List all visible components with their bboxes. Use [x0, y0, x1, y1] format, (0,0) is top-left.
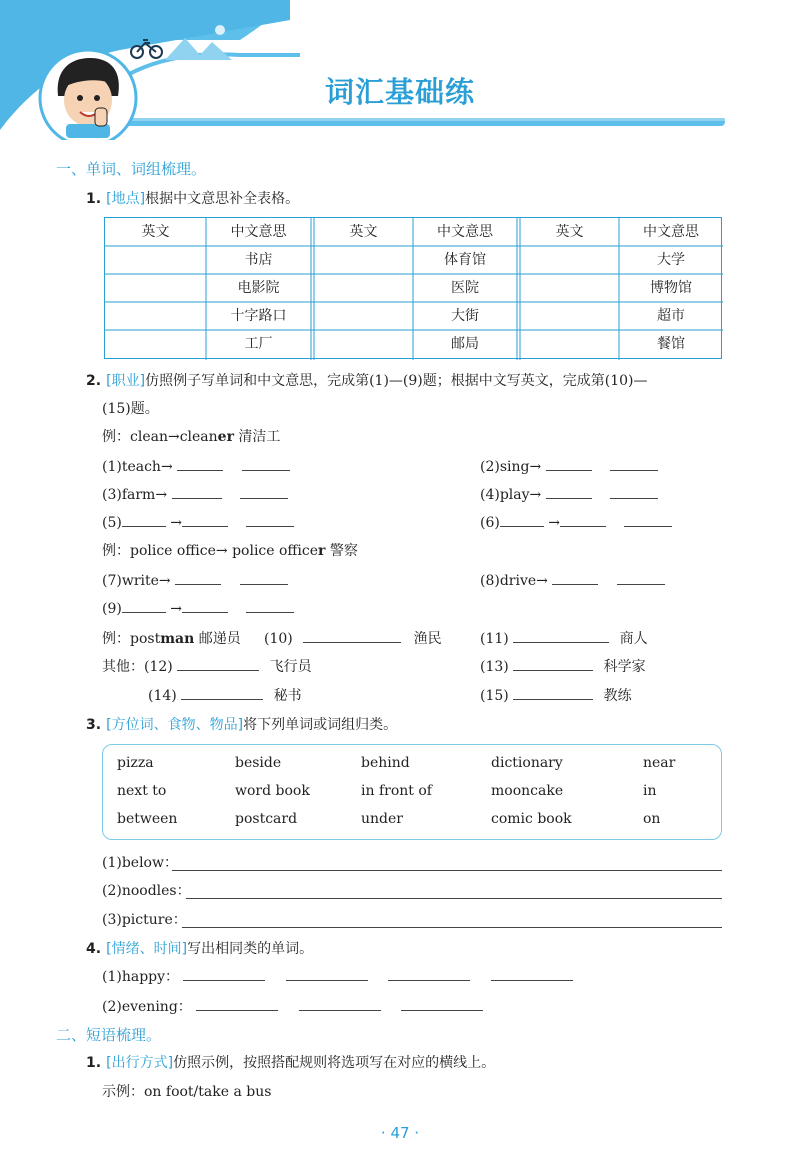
item-meaning: 飞行员 [269, 659, 312, 675]
answer-cell[interactable] [520, 330, 619, 358]
item-label: (9) [102, 601, 122, 617]
answer-blank[interactable] [242, 456, 290, 471]
table-header: 中文意思 [643, 224, 699, 240]
section-2-heading: 二、短语梳理。 [56, 1026, 162, 1044]
answer-blank[interactable] [546, 456, 592, 471]
answer-blank[interactable] [183, 966, 265, 981]
answer-blank[interactable] [182, 512, 228, 527]
answer-blank[interactable] [513, 656, 593, 671]
category-1-label: (1)below： [102, 855, 178, 871]
item-label: (15) [480, 688, 509, 704]
question-instruction: 写出相同类的单词。 [187, 941, 314, 957]
arrow-text: → [170, 601, 183, 617]
item-label: (10) [264, 631, 293, 647]
answer-cell[interactable] [105, 274, 206, 302]
answer-blank[interactable] [610, 456, 658, 471]
item-label: (3)farm→ [102, 487, 168, 503]
item-meaning: 教练 [603, 688, 632, 704]
table-cell: 十字路口 [230, 308, 287, 324]
word-bank-word: next to [117, 783, 167, 799]
question-1 [86, 188, 299, 208]
answer-line[interactable] [182, 927, 722, 928]
question-4 [86, 938, 313, 958]
answer-cell[interactable] [520, 274, 619, 302]
word-bank-word: dictionary [491, 755, 563, 771]
table-cell: 工厂 [244, 336, 273, 352]
word-bank-word: beside [235, 755, 282, 771]
example-text: 例：police office→ police office [102, 543, 318, 559]
table-header: 英文 [349, 224, 378, 240]
table-header: 英文 [555, 224, 584, 240]
item-label: (12) [144, 659, 173, 675]
answer-blank[interactable] [122, 598, 166, 613]
question-3 [86, 714, 397, 734]
answer-blank[interactable] [240, 484, 288, 499]
answer-blank[interactable] [513, 685, 593, 700]
answer-cell[interactable] [520, 246, 619, 274]
answer-cell[interactable] [105, 302, 206, 330]
table-cell: 大学 [657, 252, 685, 268]
table-cell: 电影院 [237, 280, 280, 296]
item-11 [480, 628, 648, 648]
item-label: (11) [480, 631, 509, 647]
answer-cell[interactable] [314, 274, 413, 302]
answer-blank[interactable] [617, 570, 665, 585]
table-header: 中文意思 [230, 224, 287, 240]
page-title: 词汇基础练 [324, 75, 475, 109]
question-tag: [出行方式] [106, 1055, 174, 1071]
table-header: 中文意思 [437, 224, 493, 240]
answer-blank[interactable] [624, 512, 672, 527]
item-meaning: 渔民 [413, 631, 442, 647]
item-label: (6) [480, 515, 500, 531]
example-3 [102, 628, 241, 648]
answer-blank[interactable] [552, 570, 598, 585]
item-label: (4)play→ [480, 487, 542, 503]
answer-cell[interactable] [314, 330, 413, 358]
answer-blank[interactable] [610, 484, 658, 499]
item-meaning: 商人 [619, 631, 648, 647]
table-cell: 书店 [244, 252, 273, 268]
item-10 [264, 628, 442, 648]
word-bank-word: word book [235, 783, 310, 799]
question-instruction: 仿照示例，按照搭配规则将选项写在对应的横线上。 [173, 1055, 496, 1071]
example-2 [102, 540, 358, 560]
item-label: (8)drive→ [480, 573, 548, 589]
answer-cell[interactable] [105, 246, 206, 274]
question-number: 1. [86, 191, 102, 207]
item-5 [102, 512, 294, 531]
example-bold: man [160, 631, 195, 647]
category-2-label: (2)noodles： [102, 883, 191, 899]
item-14 [148, 685, 302, 705]
answer-blank[interactable] [175, 570, 221, 585]
item-label: (13) [480, 659, 509, 675]
answer-blank[interactable] [246, 598, 294, 613]
item-4 [480, 484, 658, 503]
word-bank-word: postcard [235, 811, 298, 827]
question-instruction: 根据中文意思补全表格。 [145, 191, 300, 207]
question-2 [86, 370, 736, 390]
answer-blank[interactable] [286, 966, 368, 981]
question-tag: [方位词、食物、物品] [106, 717, 244, 733]
q4-item-1 [102, 966, 573, 986]
example-bold: r [317, 543, 326, 559]
table-cell: 超市 [657, 308, 685, 324]
answer-blank[interactable] [513, 628, 609, 643]
answer-blank[interactable] [299, 996, 381, 1011]
example-text: 例：post [102, 631, 161, 647]
example-1 [102, 426, 280, 446]
answer-blank[interactable] [500, 512, 544, 527]
answer-blank[interactable] [560, 512, 606, 527]
word-bank-word: between [117, 811, 178, 827]
section-2-question-1 [86, 1052, 495, 1072]
question-number: 4. [86, 941, 102, 957]
item-1 [102, 456, 290, 475]
table-cell: 体育馆 [444, 252, 486, 268]
item-8 [480, 570, 665, 589]
table-cell: 大街 [451, 308, 479, 324]
page-number: · 47 · [380, 1124, 420, 1142]
answer-blank[interactable] [401, 996, 483, 1011]
example-text: 清洁工 [233, 429, 281, 445]
question-instruction: 仿照例子写单词和中文意思，完成第(1)—(9)题；根据中文写英文，完成第(10)— [145, 373, 648, 389]
item-label: (1)happy： [102, 969, 180, 985]
example-phrase: 示例：on foot/take a bus [102, 1084, 272, 1100]
item-label: (14) [148, 688, 177, 704]
question-instruction: 将下列单词或词组归类。 [243, 717, 398, 733]
item-label: (7)write→ [102, 573, 171, 589]
item-9 [102, 598, 294, 617]
question-tag: [情绪、时间] [106, 941, 188, 957]
answer-cell[interactable] [314, 246, 413, 274]
answer-blank[interactable] [303, 628, 401, 643]
question-number: 2. [86, 373, 102, 389]
answer-blank[interactable] [240, 570, 288, 585]
item-7 [102, 570, 288, 589]
item-12 [102, 656, 312, 676]
item-13 [480, 656, 646, 676]
item-15 [480, 685, 632, 705]
answer-blank[interactable] [491, 966, 573, 981]
item-3 [102, 484, 288, 503]
item-label: (5) [102, 515, 122, 531]
item-meaning: 秘书 [273, 688, 302, 704]
answer-line[interactable] [172, 870, 722, 871]
table-cell: 博物馆 [650, 280, 692, 296]
item-meaning: 科学家 [603, 659, 646, 675]
table-header: 英文 [141, 224, 170, 240]
example-text: 警察 [325, 543, 358, 559]
word-bank [102, 744, 722, 840]
arrow-text: → [548, 515, 561, 531]
vocab-table [104, 217, 722, 359]
example-text: 邮递员 [194, 631, 241, 647]
item-2 [480, 456, 658, 475]
word-bank-word: in front of [361, 783, 432, 799]
answer-cell[interactable] [314, 302, 413, 330]
answer-blank[interactable] [196, 996, 278, 1011]
word-bank-word: pizza [117, 755, 154, 771]
word-bank-word: near [643, 755, 676, 771]
category-3-label: (3)picture： [102, 912, 187, 928]
question-instruction-cont: (15)题。 [102, 401, 159, 417]
example-text: 例：clean→clean [102, 429, 218, 445]
answer-blank[interactable] [182, 598, 228, 613]
answer-blank[interactable] [172, 484, 222, 499]
table-cell: 餐馆 [657, 336, 685, 352]
word-bank-word: in [643, 783, 657, 799]
answer-blank[interactable] [177, 456, 223, 471]
table-cell: 医院 [451, 280, 479, 296]
other-label: 其他： [102, 659, 144, 675]
section-1-heading: 一、单词、词组梳理。 [56, 160, 207, 178]
answer-blank[interactable] [546, 484, 592, 499]
item-6 [480, 512, 672, 531]
item-label: (1)teach→ [102, 459, 173, 475]
answer-cell[interactable] [520, 302, 619, 330]
answer-blank[interactable] [177, 656, 259, 671]
answer-cell[interactable] [105, 330, 206, 358]
word-bank-word: on [643, 811, 661, 827]
answer-blank[interactable] [388, 966, 470, 981]
item-label: (2)sing→ [480, 459, 542, 475]
word-bank-word: comic book [491, 811, 572, 827]
question-tag: [地点] [106, 191, 146, 207]
question-tag: [职业] [106, 373, 146, 389]
example-bold: er [217, 429, 234, 445]
answer-line[interactable] [186, 898, 722, 899]
item-label: (2)evening： [102, 999, 192, 1015]
table-cell: 邮局 [451, 336, 479, 352]
answer-blank[interactable] [181, 685, 263, 700]
arrow-text: → [170, 515, 183, 531]
word-bank-word: behind [361, 755, 410, 771]
answer-blank[interactable] [122, 512, 166, 527]
question-number: 3. [86, 717, 102, 733]
answer-blank[interactable] [246, 512, 294, 527]
question-number: 1. [86, 1055, 102, 1071]
word-bank-word: under [361, 811, 403, 827]
word-bank-word: mooncake [491, 783, 564, 799]
q4-item-2 [102, 996, 483, 1016]
